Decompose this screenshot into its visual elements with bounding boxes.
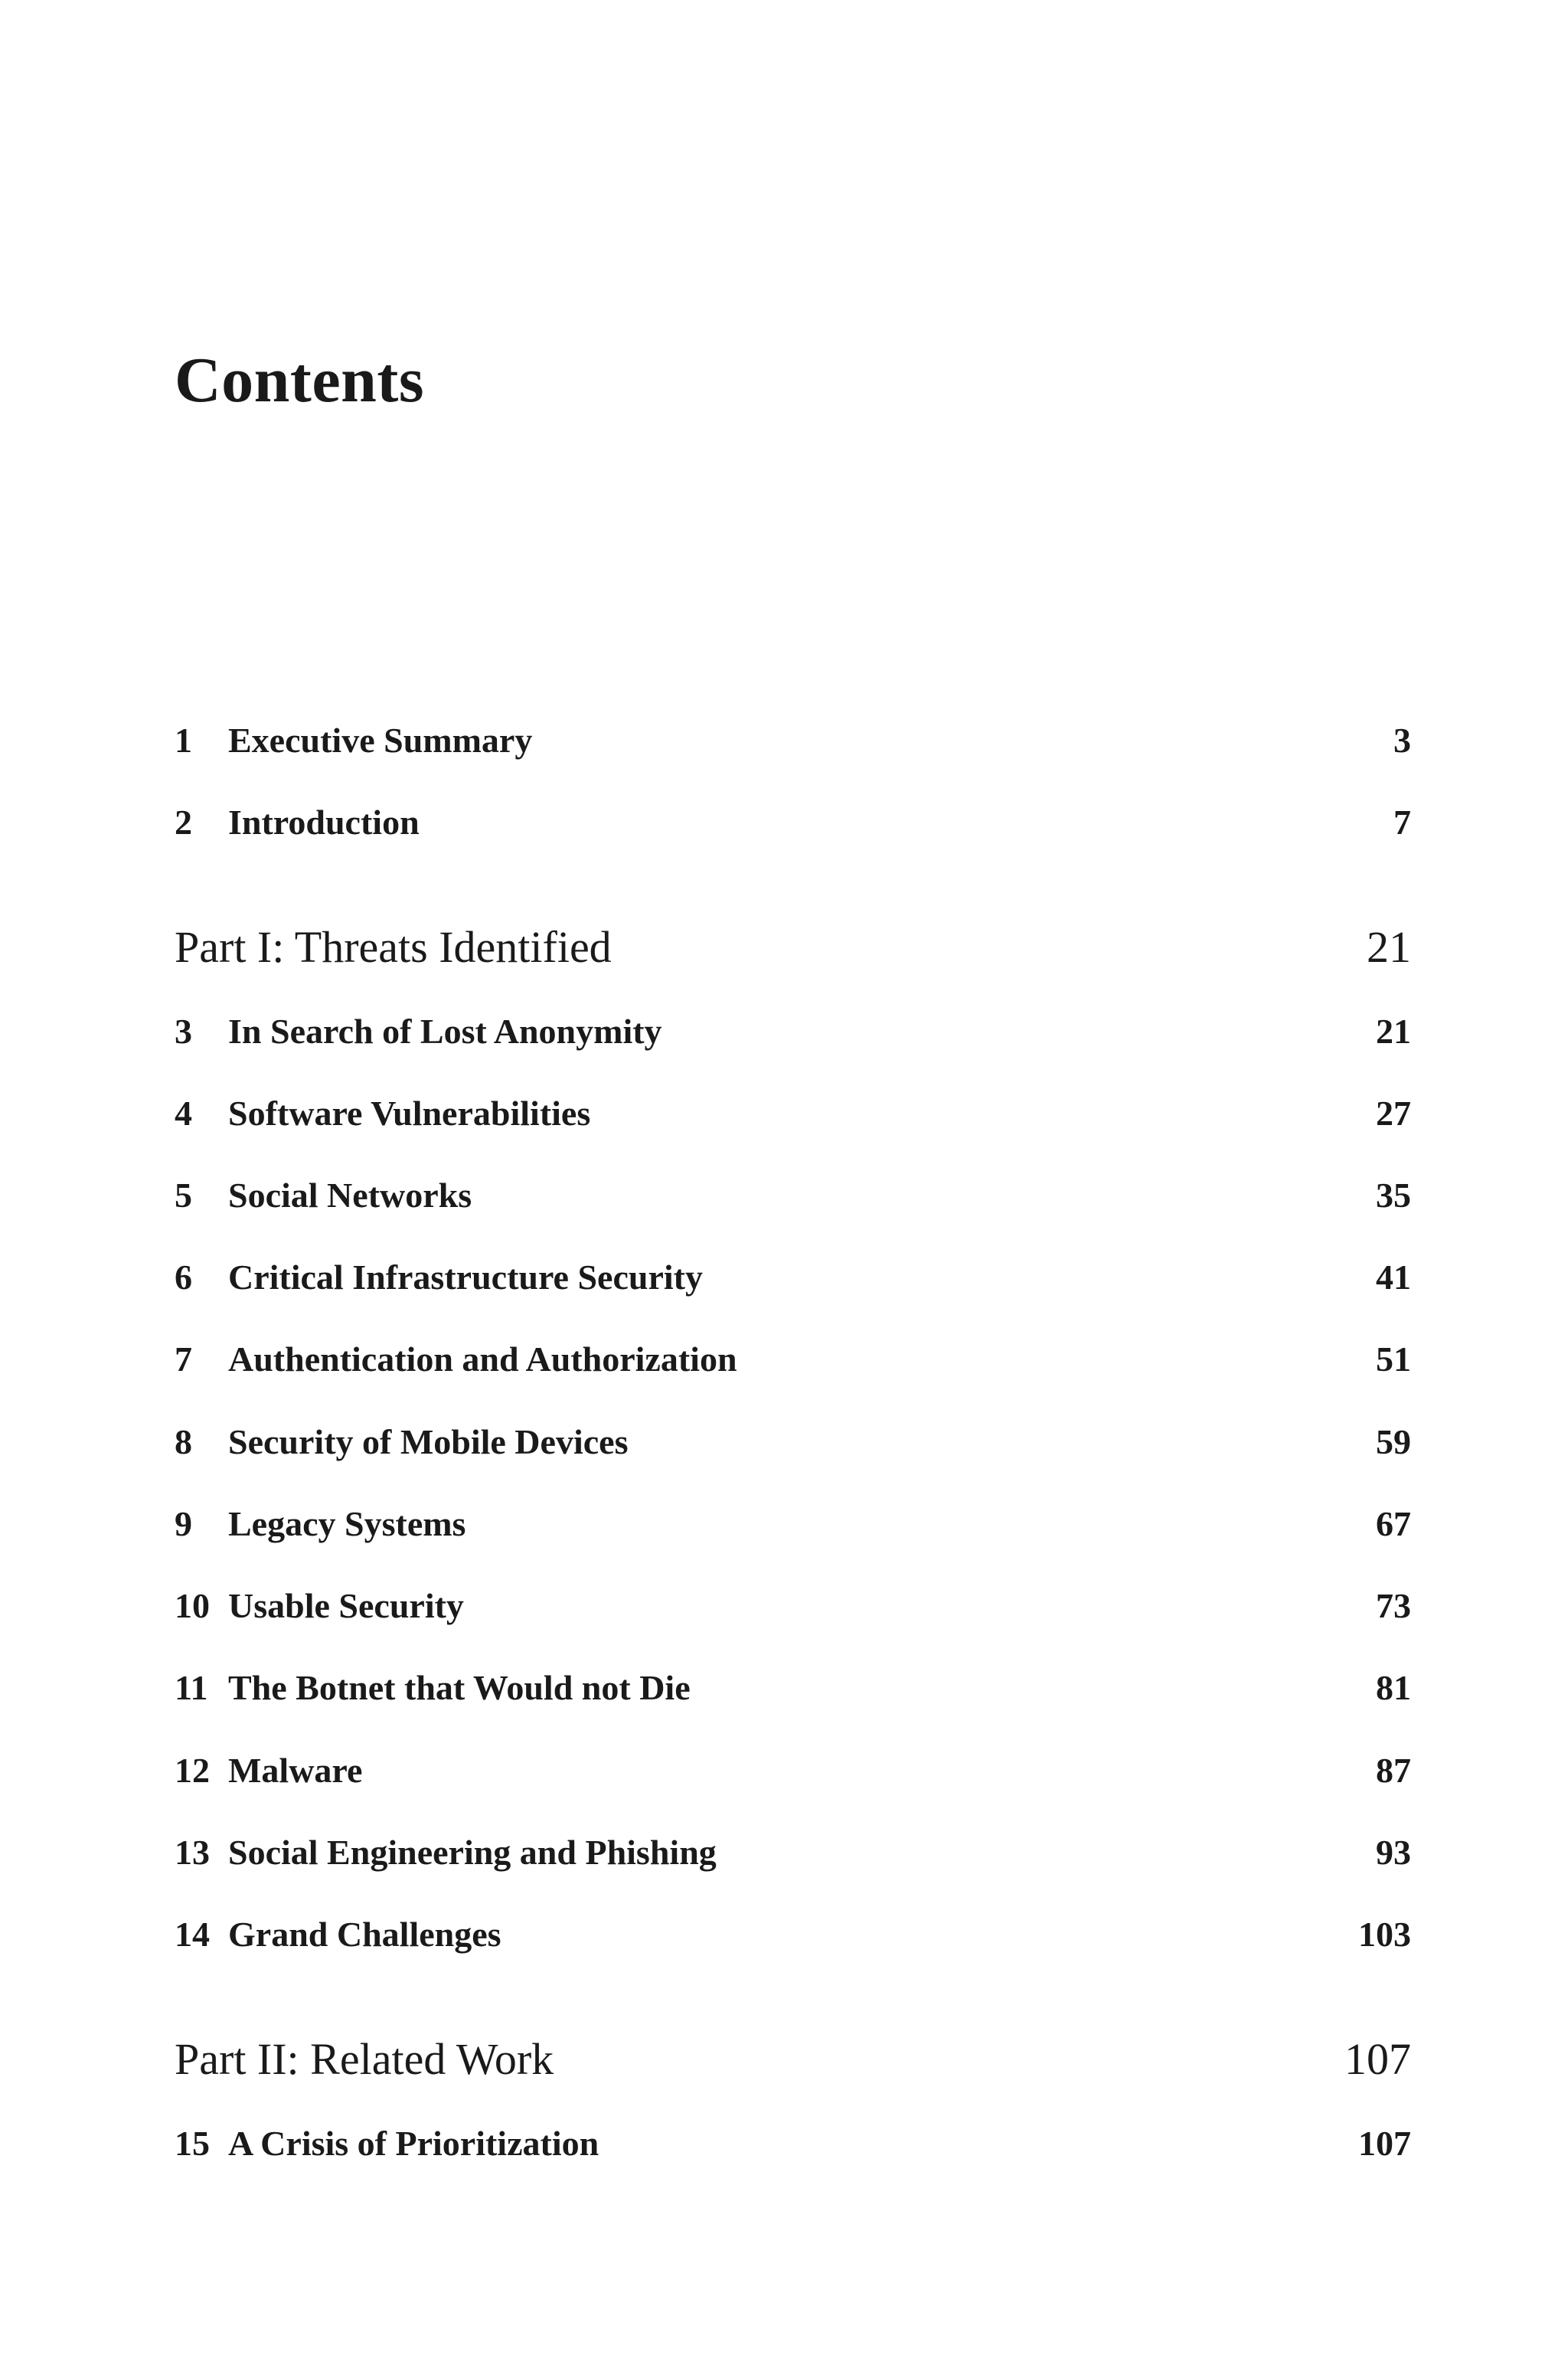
chapter-title: Social Engineering and Phishing [228, 1833, 717, 1872]
page-number: 21 [1376, 1012, 1411, 1051]
chapter-title: Software Vulnerabilities [228, 1094, 591, 1133]
chapter-title: Social Networks [228, 1176, 472, 1215]
toc-entry-8[interactable] [175, 1422, 1411, 1461]
chapter-title: Security of Mobile Devices [228, 1422, 629, 1461]
chapter-title: Legacy Systems [228, 1504, 466, 1543]
page-number: 81 [1376, 1668, 1411, 1707]
chapter-number: 10 [175, 1586, 210, 1625]
chapter-number: 2 [175, 803, 192, 842]
chapter-number: 7 [175, 1339, 192, 1379]
chapter-number: 14 [175, 1915, 210, 1954]
toc-entry-9[interactable] [175, 1506, 1411, 1542]
chapter-title: Executive Summary [228, 721, 533, 760]
chapter-title: Malware [228, 1751, 363, 1790]
toc-part-1[interactable] [175, 922, 1411, 972]
chapter-number: 4 [175, 1094, 192, 1133]
page-number: 93 [1376, 1833, 1411, 1872]
toc-entry-15[interactable] [175, 2126, 1411, 2161]
page-number: 21 [1367, 922, 1411, 972]
page-number: 41 [1376, 1258, 1411, 1297]
page-number: 27 [1376, 1094, 1411, 1133]
part-title: Part I: Threats Identified [175, 922, 612, 972]
toc-entry-2[interactable] [175, 805, 1411, 840]
chapter-number: 1 [175, 721, 192, 760]
chapter-number: 11 [175, 1668, 208, 1707]
toc-entry-10[interactable] [175, 1588, 1411, 1624]
chapter-number: 15 [175, 2124, 210, 2163]
chapter-number: 12 [175, 1751, 210, 1790]
chapter-title: Grand Challenges [228, 1915, 501, 1954]
chapter-title: Critical Infrastructure Security [228, 1258, 703, 1297]
toc-entry-3[interactable] [175, 1014, 1411, 1049]
toc-entry-14[interactable] [175, 1917, 1411, 1952]
page-number: 107 [1358, 2124, 1411, 2163]
toc-entry-4[interactable] [175, 1096, 1411, 1131]
chapter-number: 6 [175, 1258, 192, 1297]
part-title: Part II: Related Work [175, 2034, 554, 2084]
page-number: 3 [1393, 721, 1411, 760]
toc-entry-5[interactable] [175, 1178, 1411, 1213]
toc-part-2[interactable] [175, 2034, 1411, 2084]
chapter-title: The Botnet that Would not Die [228, 1668, 691, 1707]
toc-entry-1[interactable] [175, 723, 1411, 758]
page-number: 59 [1376, 1422, 1411, 1461]
toc-entry-12[interactable] [175, 1753, 1411, 1788]
page-number: 87 [1376, 1751, 1411, 1790]
chapter-title: A Crisis of Prioritization [228, 2124, 599, 2163]
chapter-title: Usable Security [228, 1586, 464, 1625]
chapter-number: 9 [175, 1504, 192, 1543]
page-number: 7 [1393, 803, 1411, 842]
page-number: 67 [1376, 1504, 1411, 1543]
page-number: 35 [1376, 1176, 1411, 1215]
toc-entry-13[interactable] [175, 1835, 1411, 1870]
chapter-title: Introduction [228, 803, 420, 842]
chapter-number: 3 [175, 1012, 192, 1051]
page-number: 51 [1376, 1339, 1411, 1379]
page-number: 103 [1358, 1915, 1411, 1954]
toc-entry-6[interactable] [175, 1260, 1411, 1295]
toc-entry-7[interactable] [175, 1339, 1411, 1379]
chapter-title: In Search of Lost Anonymity [228, 1012, 662, 1051]
chapter-title: Authentication and Authorization [228, 1339, 737, 1379]
page-number: 73 [1376, 1586, 1411, 1625]
chapter-number: 8 [175, 1422, 192, 1461]
chapter-number: 13 [175, 1833, 210, 1872]
page-number: 107 [1344, 2034, 1411, 2084]
toc-entry-11[interactable] [175, 1670, 1411, 1706]
page-title: Contents [175, 345, 425, 416]
chapter-number: 5 [175, 1176, 192, 1215]
